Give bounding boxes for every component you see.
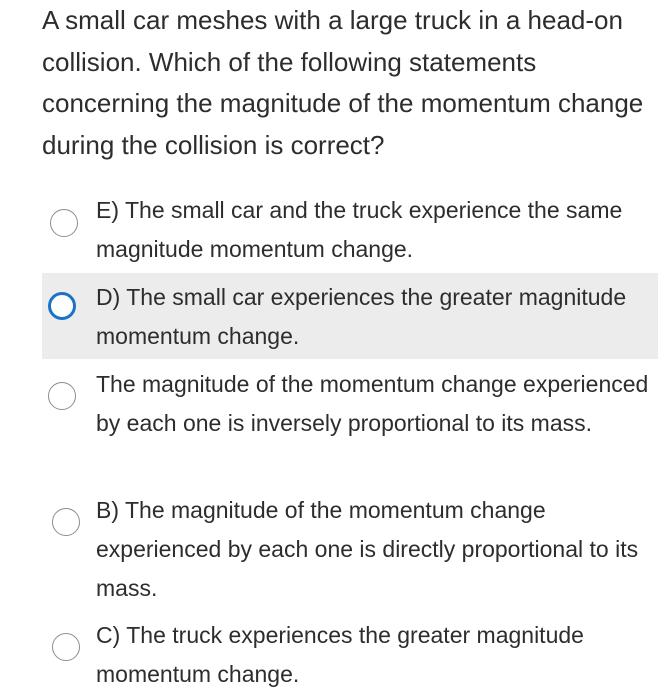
answer-option-c[interactable] xyxy=(42,615,672,695)
radio-button-inverse[interactable] xyxy=(48,382,76,410)
option-label-b: B) The magnitude of the momentum change experienced by each one is directly proportional to its mass. xyxy=(96,497,639,601)
option-label-d: D) The small car experiences the greater magnitude momentum change. xyxy=(96,284,627,349)
radio-button-b[interactable] xyxy=(52,508,80,536)
answer-option-b[interactable] xyxy=(42,490,672,610)
question-text: A small car meshes with a large truck in a head-on collision. Which of the following statements concerning the magnitude of the momentum change during the collision is correct? xyxy=(42,5,644,160)
radio-button-c[interactable] xyxy=(52,633,80,661)
radio-button-e[interactable] xyxy=(50,209,78,237)
answer-option-d[interactable] xyxy=(42,273,658,359)
option-label-inverse: The magnitude of the momentum change experienced by each one is inversely proportional to its mass. xyxy=(96,371,649,436)
option-label-e: E) The small car and the truck experience the same magnitude momentum change. xyxy=(96,197,623,262)
radio-button-d[interactable] xyxy=(48,292,76,320)
answer-option-inverse[interactable] xyxy=(42,364,672,484)
option-label-c: C) The truck experiences the greater magnitude momentum change. xyxy=(96,622,584,687)
answer-option-e[interactable] xyxy=(42,190,672,270)
